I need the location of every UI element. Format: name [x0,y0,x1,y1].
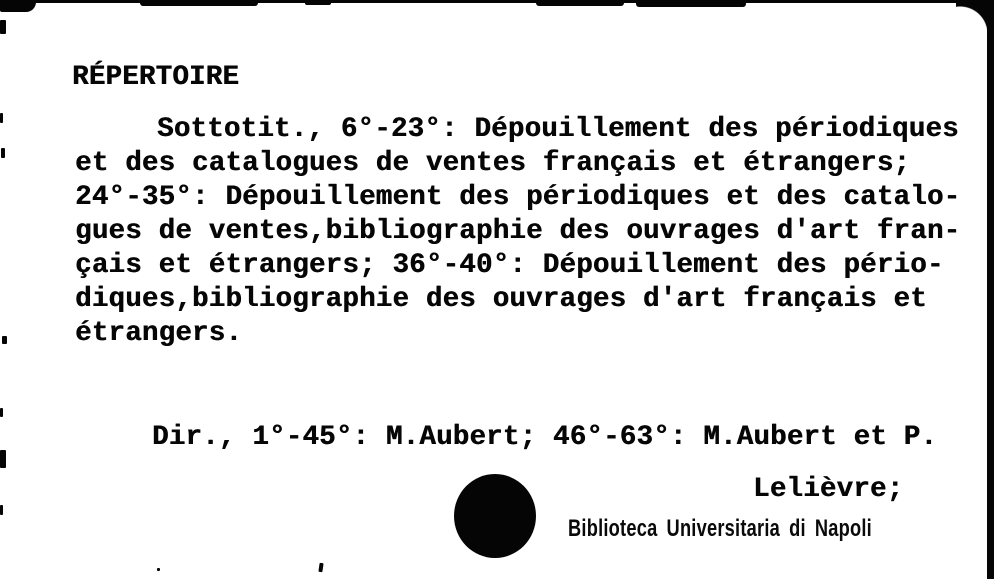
scan-speck [2,336,7,344]
punch-hole [454,474,536,558]
scan-speck [0,408,3,417]
catalog-text-line: et des catalogues de ventes français et étrangers; [75,148,911,179]
dir-line-2: Lelièvre; [753,474,904,505]
catalog-text-line: Sottotit., 6°-23°: Dépouillement des périodiques [157,114,959,145]
sottotit-paragraph [75,113,960,351]
card-title: RÉPERTOIRE [72,62,240,93]
scan-speck [0,505,3,515]
scan-speck [0,20,6,34]
scan-speck [0,113,3,123]
scan-edge-right [987,0,994,579]
scan-edge-top-blob [0,0,36,12]
scan-edge-top-dash [536,0,624,6]
catalog-text-line: diques,bibliographie des ouvrages d'art français et [75,284,927,315]
catalog-text-line: gues de ventes,bibliographie des ouvrages d'art fran- [75,216,961,247]
library-stamp: Biblioteca Universitaria di Napoli [568,515,872,542]
scan-speck [318,563,323,572]
scan-corner-top-right [956,0,994,38]
scan-speck [157,568,160,571]
catalog-text-line: çais et étrangers; 36°-40°: Dépouillement des pério- [75,250,944,281]
scan-edge-top-bump [305,0,331,5]
scan-edge-top-bump [140,0,258,6]
dir-line-1: Dir., 1°-45°: M.Aubert; 46°-63°: M.Aubert et P. [152,422,938,453]
catalog-text-line: étrangers. [75,318,243,349]
catalog-text-line: 24°-35°: Dépouillement des périodiques et des catalo- [75,182,961,213]
scan-edge-top-dash [636,0,746,7]
scan-speck [0,450,6,468]
scan-speck [1,148,5,158]
